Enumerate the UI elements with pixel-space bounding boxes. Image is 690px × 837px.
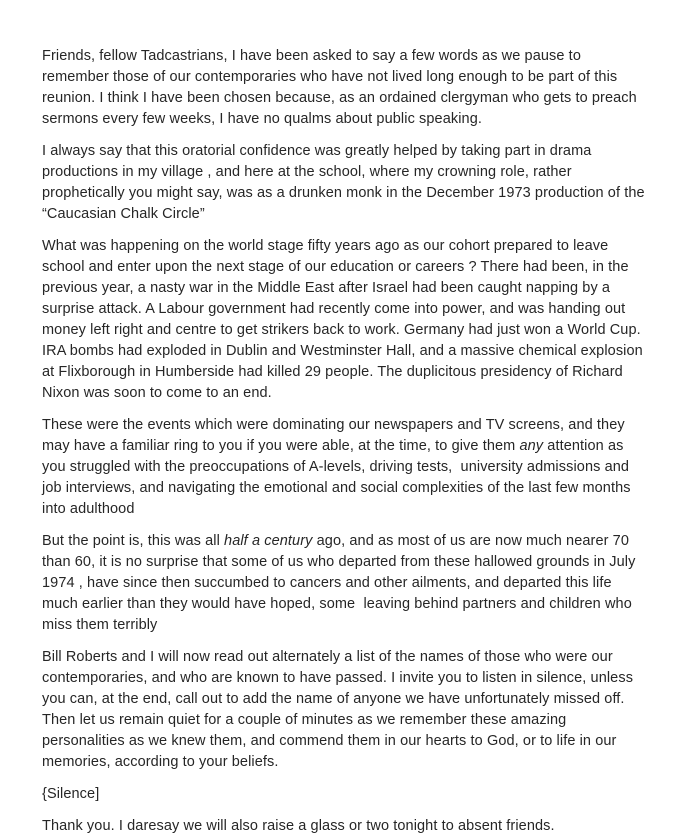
text-run: These were the events which were dominating our newspapers and TV screens, and they may have a familiar ring to you if you were able, at the time, to give them bbox=[42, 417, 629, 454]
paragraph bbox=[42, 647, 650, 773]
paragraph bbox=[42, 46, 650, 130]
text-run: Bill Roberts and I will now read out alternately a list of the names of those who were our contemporaries, and who are known to have passed. I invite you to listen in silence, unless you can, at the end, call out to add the name of anyone we have unfortunately missed off. Then let us remain quiet for a couple of minutes as we remember these amazing personalities as we knew them, and commend them in our hearts to God, or to life in our memories, according to your beliefs. bbox=[42, 649, 638, 770]
paragraph bbox=[42, 141, 650, 225]
text-run: Thank you. I daresay we will also raise a glass or two tonight to absent friends. bbox=[42, 818, 555, 834]
text-run: Friends, fellow Tadcastrians, I have been asked to say a few words as we pause to remember those of our contemporaries who have not lived long enough to be part of this reunion. I think I have been chosen because, as an ordained clergyman who gets to preach sermons every few weeks, I have no qualms about public speaking. bbox=[42, 48, 641, 127]
text-run: What was happening on the world stage fifty years ago as our cohort prepared to leave school and enter upon the next stage of our education or careers ? There had been, in the previous year, a nasty war in the Middle East after Israel had been caught napping by a surprise attack. A Labour government had recently come into power, and was handing out money left right and centre to get strikers back to work. Germany had just won a World Cup. IRA bombs had exploded in Dublin and Westminster Hall, and a massive chemical explosion at Flixborough in Humberside had killed 29 people. The duplicitous presidency of Richard Nixon was soon to come to an end. bbox=[42, 238, 650, 401]
text-run: But the point is, this was all bbox=[42, 533, 225, 549]
italic-text-run: half a century bbox=[224, 533, 313, 549]
paragraph bbox=[42, 531, 650, 636]
text-run: attention as you struggled with the preoccupations of A-levels, driving tests, university admissions and job interviews, and navigating the emotional and social complexities of the last few months into adulthood bbox=[42, 438, 635, 517]
text-run: I always say that this oratorial confidence was greatly helped by taking part in drama productions in my village , and here at the school, where my crowning role, rather prophetically you might say, was as a drunken monk in the December 1973 production of the “Caucasian Chalk Circle” bbox=[42, 143, 649, 222]
text-run: ago, and as most of us are now much nearer 70 than 60, it is no surprise that some of us who departed from these hallowed grounds in July 1974 , have since then succumbed to cancers and other ailments, and departed this life much earlier than they would have hoped, some leaving behind partners and children who miss them terribly bbox=[42, 533, 640, 633]
paragraph bbox=[42, 415, 650, 520]
paragraph bbox=[42, 784, 650, 805]
paragraph bbox=[42, 236, 650, 404]
paragraph-container bbox=[42, 46, 650, 837]
italic-text-run: any bbox=[519, 438, 544, 454]
text-run: {Silence] bbox=[42, 786, 100, 802]
paragraph bbox=[42, 816, 650, 837]
